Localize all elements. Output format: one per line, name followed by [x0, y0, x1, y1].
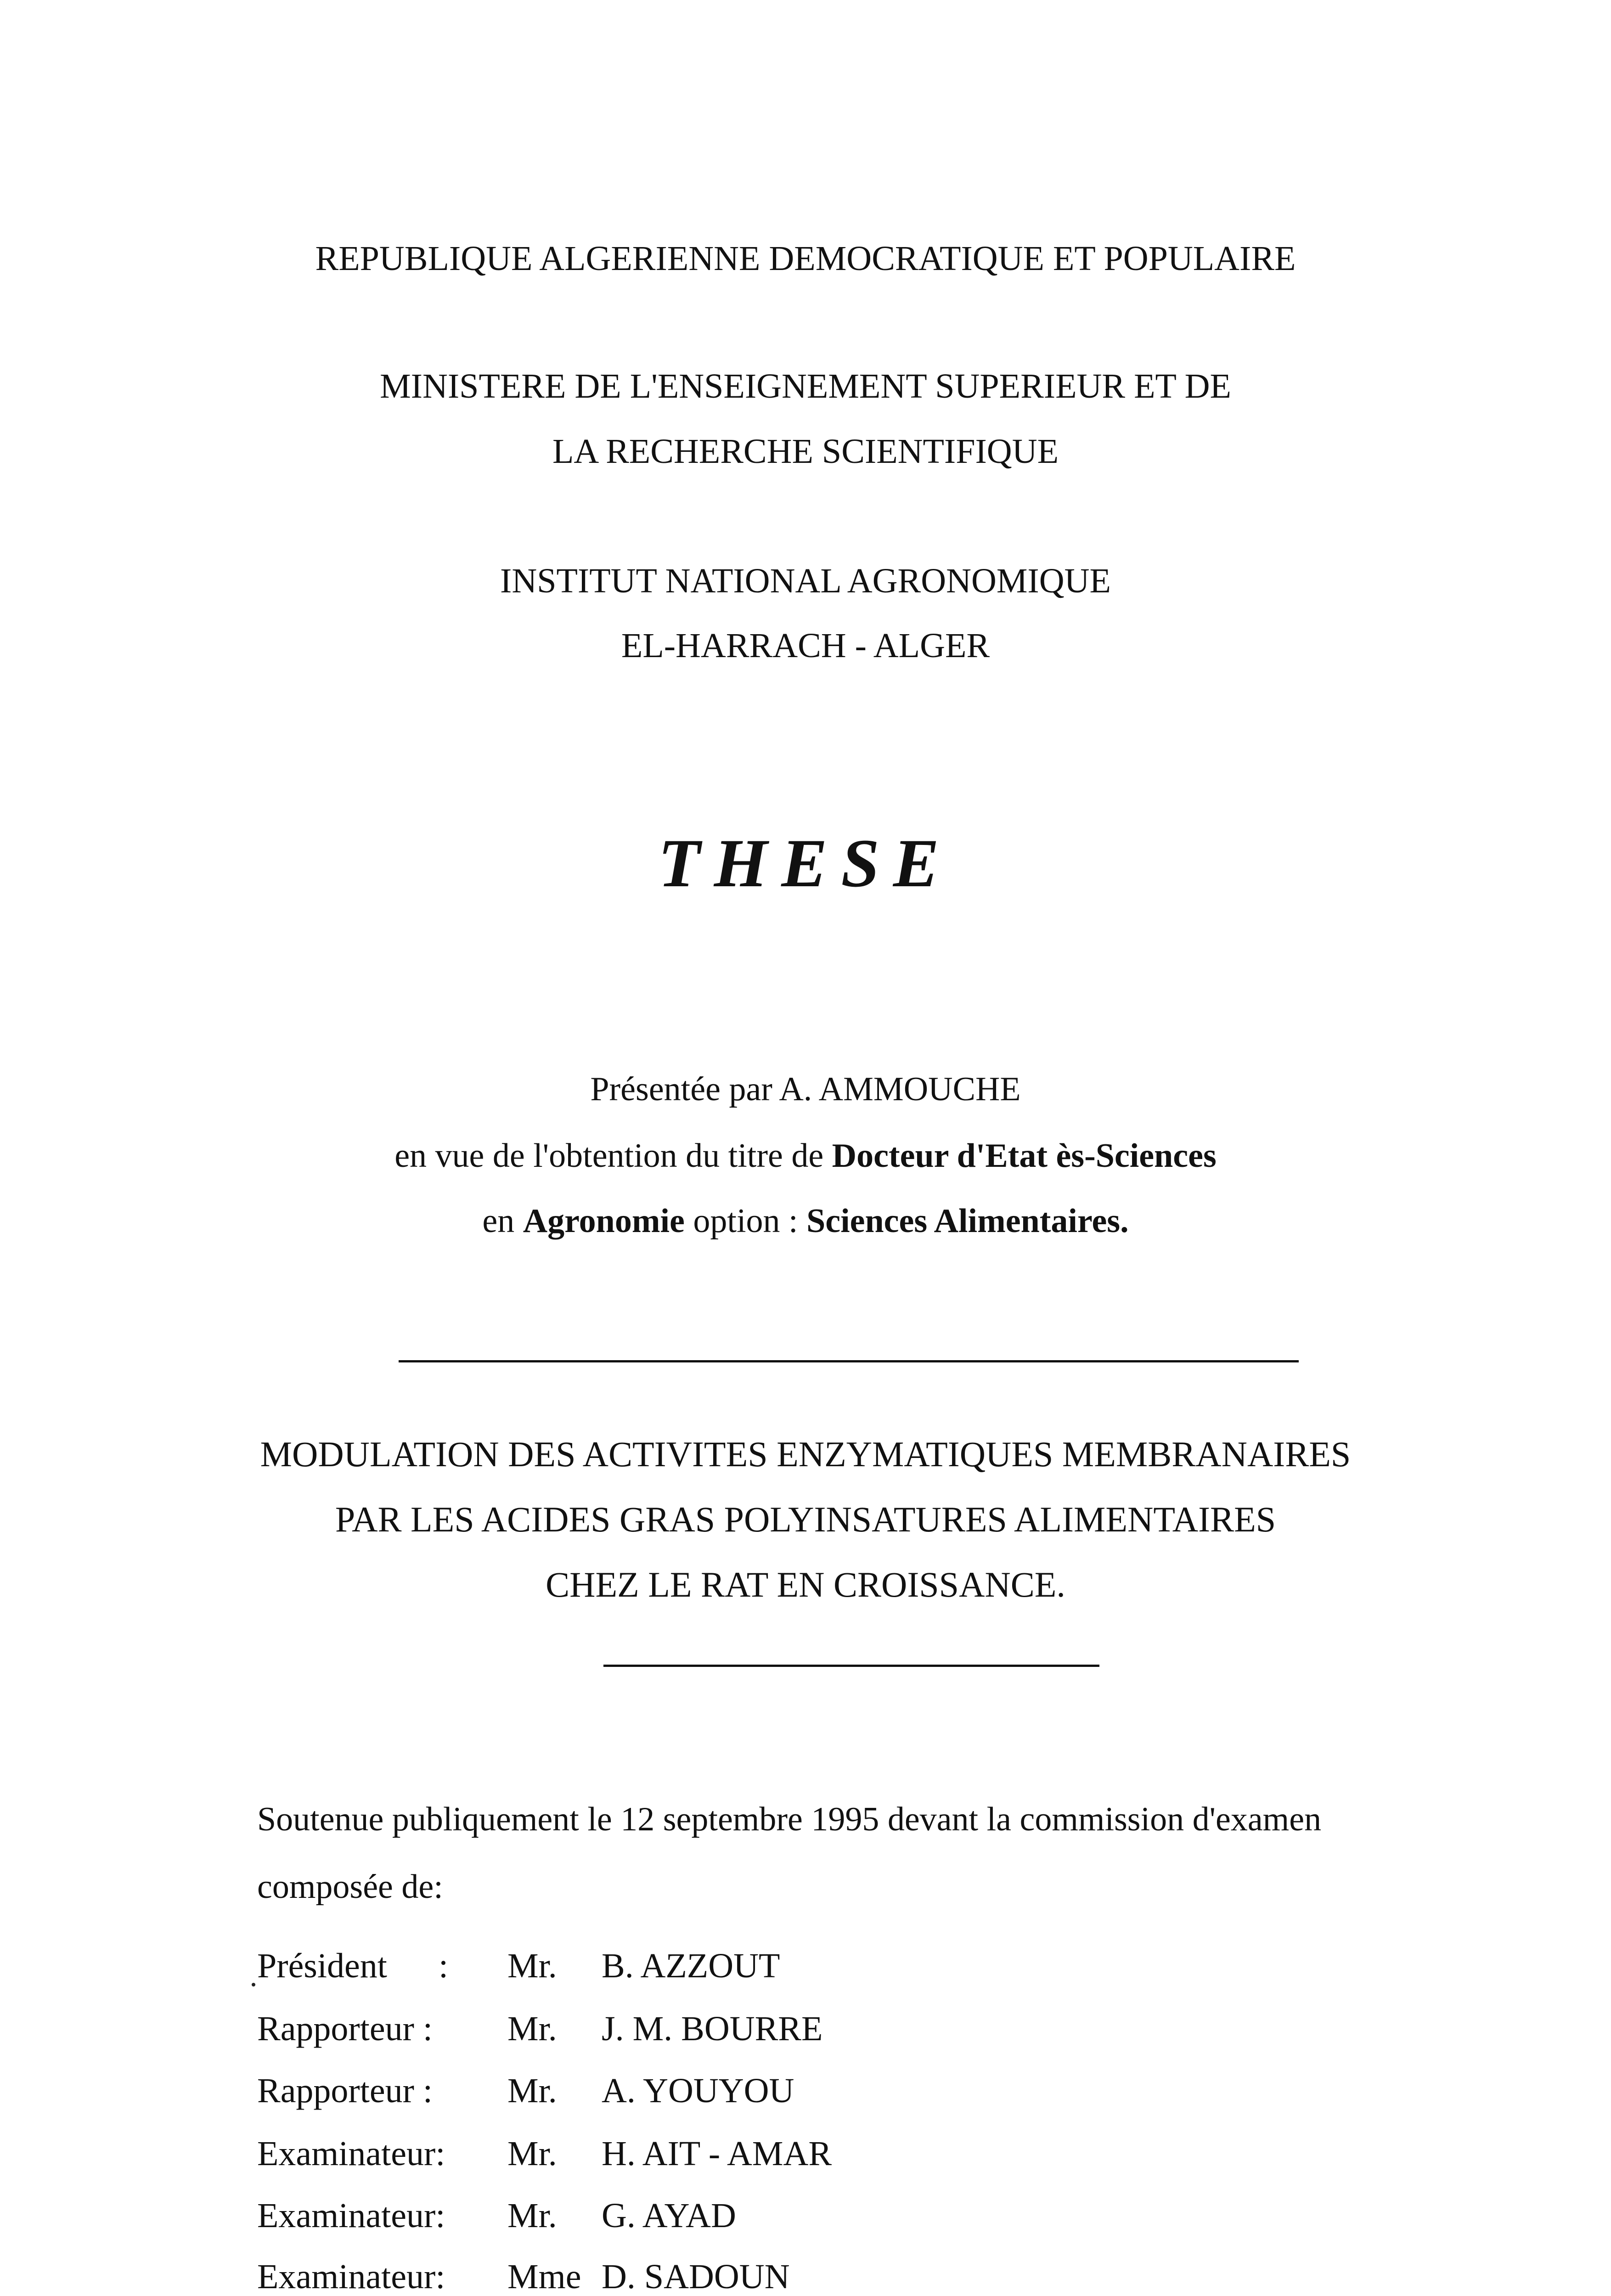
degree-prefix: en vue de l'obtention du titre de [394, 1137, 824, 1175]
field-line [0, 1204, 1611, 1238]
subject-line1: MODULATION DES ACTIVITES ENZYMATIQUES MEMBRANAIRES [260, 1434, 1351, 1474]
jury-name: J. M. BOURRE [602, 2009, 823, 2048]
jury-civility: Mme [507, 2257, 581, 2296]
defense-statement-line2: composée de: [257, 1868, 443, 1906]
degree-line [0, 1139, 1611, 1173]
thesis-title: THESE [658, 825, 953, 901]
presented-by [0, 1072, 1611, 1106]
jury-civility: Mr. [507, 2071, 557, 2110]
jury-civility: Mr. [507, 2134, 557, 2173]
jury-civility: Mr. [507, 2196, 557, 2235]
presented-by-prefix: Présentée par [590, 1070, 772, 1108]
republic-heading: REPUBLIQUE ALGERIENNE DEMOCRATIQUE ET POPULAIRE [315, 239, 1296, 278]
jury-role: Examinateur: [257, 2196, 445, 2235]
jury-role: Rapporteur : [257, 2071, 433, 2110]
field-prefix: en [482, 1202, 515, 1240]
jury-name: G. AYAD [602, 2196, 736, 2235]
speck-mark [252, 1983, 255, 1986]
jury-civility: Mr. [507, 1947, 557, 1985]
ministry-heading-line2: LA RECHERCHE SCIENTIFIQUE [552, 432, 1059, 471]
jury-role: Rapporteur : [257, 2009, 433, 2048]
degree-title: Docteur d'Etat ès-Sciences [832, 1137, 1217, 1175]
jury-name: A. YOUYOU [602, 2071, 794, 2110]
separator-top [399, 1360, 1299, 1362]
option-label: option : [693, 1202, 798, 1240]
subject-line2: PAR LES ACIDES GRAS POLYINSATURES ALIMENTAIRES [335, 1499, 1276, 1539]
jury-name: D. SADOUN [602, 2257, 790, 2296]
jury-colon: : [439, 1947, 449, 1985]
jury-role: Président [257, 1947, 387, 1985]
jury-name: B. AZZOUT [602, 1947, 780, 1985]
ministry-heading-line1: MINISTERE DE L'ENSEIGNEMENT SUPERIEUR ET DE [380, 367, 1231, 405]
institute-heading-line2: EL-HARRACH - ALGER [621, 626, 990, 665]
defense-statement: Soutenue publiquement le 12 septembre 1995 devant la commission d'examen [257, 1801, 1322, 1838]
subject-line3: CHEZ LE RAT EN CROISSANCE. [546, 1564, 1065, 1604]
field-name: Agronomie [523, 1202, 685, 1240]
separator-bottom [603, 1665, 1099, 1667]
option-name: Sciences Alimentaires. [806, 1202, 1129, 1240]
jury-role: Examinateur: [257, 2257, 445, 2296]
author-name: A. AMMOUCHE [779, 1070, 1021, 1108]
jury-name: H. AIT - AMAR [602, 2134, 832, 2173]
jury-civility: Mr. [507, 2009, 557, 2048]
institute-heading-line1: INSTITUT NATIONAL AGRONOMIQUE [500, 562, 1111, 600]
jury-role: Examinateur: [257, 2134, 445, 2173]
